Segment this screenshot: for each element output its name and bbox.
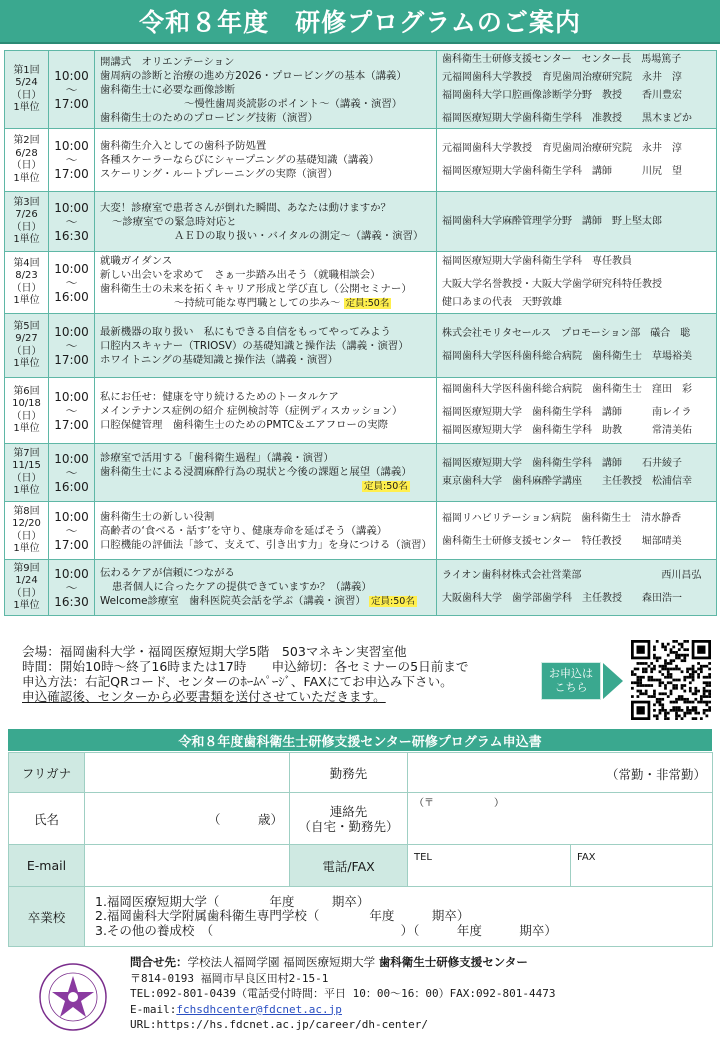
session-time-start: 10:00: [54, 324, 89, 339]
session-dow: （日）: [11, 221, 42, 233]
contact-label: 連絡先: [329, 803, 368, 819]
session-topics: [95, 378, 437, 444]
topic-text: 診療室で活用する「歯科衛生過程」（講義・演習）: [100, 452, 334, 464]
furigana-field[interactable]: [85, 753, 290, 793]
session-no: 第9回: [13, 562, 40, 574]
session-unit: 1単位: [13, 295, 40, 306]
session-row: [5, 314, 717, 378]
session-time-start: 10:00: [54, 566, 89, 581]
session-topics: [95, 502, 437, 560]
session-date: 7/26: [15, 209, 38, 220]
topic-line: [100, 153, 431, 167]
session-time: [49, 314, 95, 378]
lecturer-line: 歯科衛生士研修支援センター センター長 馬場篤子: [442, 54, 682, 65]
session-lecturers: [437, 444, 717, 502]
session-dow: （日）: [11, 530, 42, 542]
session-topics: [95, 192, 437, 252]
session-time-start: 10:00: [54, 139, 89, 153]
session-topics: [95, 51, 437, 129]
topic-line: [100, 325, 431, 339]
lecturer-line: 元福岡歯科大学教授 育児歯周治療研究院 永井 淳: [442, 72, 682, 83]
contact-email-line: [130, 1002, 710, 1018]
session-time-end: 16:30: [54, 594, 89, 609]
session-row: [5, 378, 717, 444]
qr-code-icon[interactable]: [631, 640, 711, 720]
session-date: 9/27: [15, 333, 38, 344]
furigana-label: フリガナ: [9, 753, 85, 793]
session-row: [5, 560, 717, 616]
topic-line: [100, 390, 431, 404]
session-lecturers: [437, 502, 717, 560]
session-row: [5, 252, 717, 314]
topic-text: 患者個人に合ったケアの提供できていますか？（講義）: [112, 581, 372, 593]
topic-text: スケーリング・ルートプレーニングの実際（演習）: [100, 168, 338, 180]
lecturer-line: 福岡歯科大学医科歯科総合病院 歯科衛生士 草場裕美: [442, 351, 692, 362]
session-row: [5, 444, 717, 502]
contact-heading: [130, 955, 710, 971]
session-info: [5, 502, 49, 560]
session-time-end: 17:00: [54, 96, 89, 111]
fax-label: FAX: [577, 852, 596, 863]
topic-line: [100, 296, 431, 311]
topic-line: [100, 566, 431, 580]
method-text: 申込方法：右記QRコード、センターのﾎｰﾑﾍﾟｰｼﾞ、FAXにてお申込み下さい。: [22, 674, 453, 689]
lecturer-line: 健口あまの代表 天野敦雄: [442, 297, 562, 308]
topic-text: 歯科衛生士の未来を拓くキャリア形成と学び直し（公開セミナー）: [100, 283, 412, 295]
email-label: E-mail: [9, 845, 85, 887]
school-option-2: 2.福岡歯科大学附属歯科衛生専門学校（ 年度 期卒）: [95, 908, 470, 924]
session-unit: 1単位: [13, 543, 40, 554]
session-lecturers: [437, 560, 717, 616]
session-time-end: 17:00: [54, 417, 89, 432]
schedule-table: [4, 50, 717, 616]
topic-text: 私にお任せ：健康を守り続けるためのトータルケア: [100, 390, 339, 403]
contact-center: 歯科衛生士研修支援センター: [378, 955, 528, 969]
session-topics: [95, 129, 437, 192]
topic-text: 歯科衛生介入としての歯科予防処置: [100, 140, 267, 152]
session-date: 5/24: [15, 77, 38, 88]
postal-text: （〒 ）: [414, 798, 504, 809]
session-time-end: 17:00: [54, 537, 89, 552]
session-info: [5, 378, 49, 444]
topic-text: ～慢性歯周炎読影のポイント～（講義・演習）: [184, 97, 403, 110]
contact-label-cell: [290, 793, 408, 845]
session-dow: （日）: [11, 345, 42, 357]
topic-line: [100, 69, 431, 83]
application-form: [8, 752, 713, 947]
lecturer-line: 株式会社モリタセールス プロモーション部 礒合 聡: [442, 328, 691, 339]
session-time: [49, 129, 95, 192]
session-time-sep: ～: [65, 153, 78, 167]
lecturer-line: 福岡歯科大学口腔画像診断学分野 教授 香川豊宏: [442, 90, 682, 101]
topic-text: ～持続可能な専門職としての歩み～: [174, 297, 341, 309]
topic-line: [100, 451, 431, 465]
topic-text: 新しい出会いを求めて さぁ一歩踏み出そう（就職相談会）: [100, 269, 381, 281]
topic-text: 伝わるケアが信頼につながる: [100, 567, 235, 579]
session-time-start: 10:00: [54, 451, 89, 466]
session-date: 11/15: [12, 460, 41, 471]
session-time-sep: ～: [65, 403, 78, 418]
topic-text: 歯科衛生士に必要な画像診断: [100, 83, 236, 96]
topic-line: [100, 111, 431, 125]
topic-line: [100, 538, 431, 552]
contact-org: 学校法人福岡学園 福岡医療短期大学: [187, 955, 376, 969]
session-lecturers: [437, 192, 717, 252]
capacity-badge: 定員:50名: [371, 596, 415, 607]
topic-line: [100, 282, 431, 296]
fax-field[interactable]: [571, 845, 713, 887]
topic-text: ～診療室での緊急時対応と: [112, 215, 237, 228]
capacity-badge: 定員:50名: [345, 298, 390, 309]
session-date: 10/18: [12, 398, 41, 409]
page-title: 令和８年度 研修プログラムのご案内: [139, 8, 581, 37]
topic-text: 最新機器の取り扱い 私にもできる自信をもってやってみよう: [100, 325, 391, 338]
session-dow: （日）: [11, 89, 42, 101]
topic-text: メインテナンス症例の紹介 症例検討等（症例ディスカッション）: [100, 404, 403, 417]
session-dow: （日）: [11, 282, 42, 294]
topic-line: [100, 580, 431, 594]
topic-line: [100, 594, 431, 609]
topic-text: 高齢者の‘食べる・話す’を守り、健康寿命を延ばそう（講義）: [100, 524, 388, 537]
age-text: （ 歳）: [207, 811, 283, 827]
session-time-end: 16:00: [54, 479, 89, 494]
session-time: [49, 192, 95, 252]
session-lecturers: [437, 129, 717, 192]
topic-line: [100, 479, 431, 494]
time-text: 時間：開始10時～終了16時または17時 申込締切：各セミナーの5日前まで: [22, 659, 469, 674]
tel-label: TEL: [414, 852, 432, 863]
session-no: 第5回: [13, 320, 40, 332]
contact-url[interactable]: URL:https://hs.fdcnet.ac.jp/career/dh-center/: [130, 1018, 429, 1031]
session-time-end: 17:00: [54, 167, 89, 181]
topic-line: [100, 83, 431, 97]
session-no: 第8回: [13, 505, 40, 517]
session-dow: （日）: [11, 472, 42, 484]
session-time-sep: ～: [65, 214, 78, 229]
session-unit: 1単位: [13, 234, 40, 245]
session-row: [5, 129, 717, 192]
session-lecturers: [437, 314, 717, 378]
topic-line: [100, 215, 431, 229]
session-time: [49, 502, 95, 560]
topic-line: [100, 418, 431, 432]
lecturer-line: 大阪大学名誉教授・大阪大学歯学研究科特任教授: [442, 279, 662, 290]
session-topics: [95, 560, 437, 616]
session-no: 第4回: [13, 257, 40, 269]
session-date: 1/24: [15, 575, 38, 586]
session-row: [5, 192, 717, 252]
session-lecturers: [437, 378, 717, 444]
session-topics: [95, 444, 437, 502]
session-no: 第3回: [13, 196, 40, 208]
lecturer-line: 福岡医療短期大学 歯科衛生学科 講師 石井綾子: [442, 457, 682, 469]
topic-text: ホワイトニングの基礎知識と操作法（講義・演習）: [100, 353, 339, 366]
topic-line: [100, 55, 431, 69]
topic-line: [100, 268, 431, 282]
session-time-sep: ～: [65, 338, 78, 353]
session-info: [5, 314, 49, 378]
topic-text: 口腔保健管理 歯科衛生士のためのPMTC＆エアフローの実際: [100, 418, 388, 431]
lecturer-line: 福岡医療短期大学歯科衛生学科 講師 川尻 望: [442, 165, 682, 177]
session-time: [49, 51, 95, 129]
name-label: 氏名: [9, 793, 85, 845]
topic-text: 就職ガイダンス: [100, 255, 173, 267]
session-time-sep: ～: [65, 465, 78, 480]
lecturer-line: 福岡リハビリテーション病院 歯科衛生士 清水静香: [442, 513, 682, 524]
topic-text: 歯科衛生士による浸潤麻酔行為の現状と今後の課題と展望（講義）: [100, 466, 412, 478]
lecturer-line: ライオン歯科材株式会社営業部 西川昌弘: [442, 570, 702, 581]
topic-line: [100, 167, 431, 181]
contact-sub-label: （自宅・勤務先）: [298, 818, 399, 834]
session-time-sep: ～: [65, 82, 78, 97]
topic-line: [100, 524, 431, 538]
session-date: 12/20: [12, 518, 41, 529]
name-field[interactable]: [85, 793, 290, 845]
school-option-1: 1.福岡医療短期大学（ 年度 期卒）: [95, 893, 370, 909]
topic-text: 口腔機能の評価法「診て、支えて、引き出す力」を身につける（演習）: [100, 538, 432, 551]
topic-text: 大変！診療室で患者さんが倒れた瞬間、あなたは動けますか？: [100, 201, 391, 214]
topic-text: 口腔内スキャナー（TRIOSⅤ）の基礎知識と操作法（講義・演習）: [100, 339, 409, 352]
contact-address: 〒814-0193 福岡市早良区田村2-15-1: [130, 971, 329, 985]
lecturer-line: 東京歯科大学 歯科麻酔学講座 主任教授 松浦信幸: [442, 475, 692, 487]
session-time: [49, 560, 95, 616]
session-unit: 1単位: [13, 423, 40, 434]
lecturer-line: 福岡歯科大学医科歯科総合病院 歯科衛生士 窪田 彩: [442, 384, 692, 395]
session-info: [5, 444, 49, 502]
email-field[interactable]: [85, 845, 290, 887]
lecturer-line: 歯科衛生士研修支援センター 特任教授 堀部晴美: [442, 536, 682, 547]
session-time: [49, 378, 95, 444]
session-time-sep: ～: [65, 580, 78, 595]
session-date: 6/28: [15, 147, 38, 159]
contact-tel: TEL:092-801-0439（電話受付時間：平日 10：00～16：00）FAX:092-801-4473: [130, 987, 556, 1000]
contact-email-label: E-mail:: [130, 1002, 177, 1016]
lecturer-line: 福岡医療短期大学歯科衛生学科 専任教員: [442, 256, 632, 267]
phone-label: 電話/FAX: [290, 845, 408, 887]
session-info: [5, 560, 49, 616]
lecturer-line: 大阪歯科大学 歯学部歯学科 主任教授 森田浩一: [442, 593, 682, 604]
topic-line: [100, 339, 431, 353]
apply-button-line1: お申込は: [549, 667, 593, 680]
topic-text: Welcome診療室 歯科医院英会話を学ぶ（講義・演習）: [100, 595, 366, 607]
workplace-field[interactable]: [408, 753, 713, 793]
topic-line: [100, 510, 431, 524]
confirm-text: 申込確認後、センターから必要書類を送付させていただきます。: [22, 689, 386, 704]
contact-prefix: 問合せ先：: [130, 955, 188, 969]
session-time-end: 16:00: [54, 289, 89, 304]
topic-line: [100, 139, 431, 153]
topic-text: 歯科衛生士のためのプロービング技術（演習）: [100, 111, 318, 124]
session-lecturers: [437, 252, 717, 314]
employment-type: （常勤・非常勤）: [606, 767, 707, 782]
session-time: [49, 444, 95, 502]
tel-field[interactable]: [408, 845, 571, 887]
session-unit: 1単位: [13, 172, 40, 184]
session-no: 第2回: [13, 135, 40, 146]
school-logo-icon: [38, 962, 108, 1032]
session-unit: 1単位: [13, 102, 40, 113]
session-no: 第1回: [13, 64, 40, 76]
session-topics: [95, 314, 437, 378]
topic-line: [100, 254, 431, 268]
lecturer-line: 福岡医療短期大学 歯科衛生学科 講師 南レイラ: [442, 407, 692, 418]
session-info: [5, 51, 49, 129]
topic-line: [100, 404, 431, 418]
session-time-start: 10:00: [54, 509, 89, 524]
session-dow: （日）: [11, 160, 42, 171]
venue-text: 会場：福岡歯科大学・福岡医療短期大学5階 503マネキン実習室他: [22, 644, 407, 659]
topic-text: 各種スケーラーならびにシャープニングの基礎知識（講義）: [100, 154, 380, 166]
session-no: 第6回: [13, 385, 40, 397]
session-time-sep: ～: [65, 523, 78, 538]
contact-block: [130, 955, 710, 1033]
session-unit: 1単位: [13, 358, 40, 369]
session-row: [5, 51, 717, 129]
session-unit: 1単位: [13, 600, 40, 611]
topic-text: 歯科衛生士の新しい役割: [100, 510, 215, 523]
workplace-label: 勤務先: [290, 753, 408, 793]
lecturer-line: 福岡医療短期大学歯科衛生学科 准教授 黒木まどか: [442, 113, 692, 124]
school-options[interactable]: [85, 887, 713, 947]
session-time-end: 16:30: [54, 228, 89, 243]
session-topics: [95, 252, 437, 314]
session-dow: （日）: [11, 410, 42, 422]
session-time-sep: ～: [65, 275, 78, 290]
session-time: [49, 252, 95, 314]
session-row: [5, 502, 717, 560]
arrow-right-icon: [603, 663, 623, 699]
topic-text: ＡＥＤの取り扱い・バイタルの測定～（講義・演習）: [174, 229, 424, 242]
lecturer-line: 元福岡歯科大学教授 育児歯周治療研究院 永井 淳: [442, 142, 682, 154]
session-no: 第7回: [13, 447, 40, 459]
apply-button-line2: こちら: [554, 681, 588, 694]
topic-line: [100, 353, 431, 367]
school-option-3: 3.その他の養成校 （ ）（ 年度 期卒）: [95, 922, 557, 938]
topic-line: [100, 465, 431, 479]
form-title: 令和８年度歯科衛生士研修支援センター研修プログラム申込書: [8, 729, 712, 751]
capacity-badge: 定員:50名: [364, 481, 408, 492]
session-time-start: 10:00: [54, 389, 89, 404]
session-time-end: 17:00: [54, 352, 89, 367]
session-info: [5, 252, 49, 314]
session-time-start: 10:00: [54, 261, 89, 276]
session-dow: （日）: [11, 587, 42, 599]
session-unit: 1単位: [13, 485, 40, 496]
title-banner: [0, 0, 720, 44]
topic-text: 開講式 オリエンテーション: [100, 55, 235, 68]
info-block: [22, 644, 542, 704]
session-time-start: 10:00: [54, 68, 89, 83]
apply-button[interactable]: [541, 662, 601, 700]
topic-line: [100, 97, 431, 111]
topic-line: [100, 201, 431, 215]
session-info: [5, 129, 49, 192]
session-lecturers: [437, 51, 717, 129]
topic-text: 歯周病の診断と治療の進め方2026・プロービングの基本（講義）: [100, 69, 407, 82]
address-field[interactable]: [408, 793, 713, 845]
session-info: [5, 192, 49, 252]
session-date: 8/23: [15, 270, 38, 281]
session-time-start: 10:00: [54, 200, 89, 215]
topic-line: [100, 229, 431, 243]
school-label: 卒業校: [9, 887, 85, 947]
contact-email-link[interactable]: fchsdhcenter@fdcnet.ac.jp: [176, 1002, 342, 1016]
lecturer-line: 福岡医療短期大学 歯科衛生学科 助教 常清美佑: [442, 425, 692, 436]
lecturer-line: 福岡歯科大学麻酔管理学分野 講師 野上堅太郎: [442, 215, 662, 227]
